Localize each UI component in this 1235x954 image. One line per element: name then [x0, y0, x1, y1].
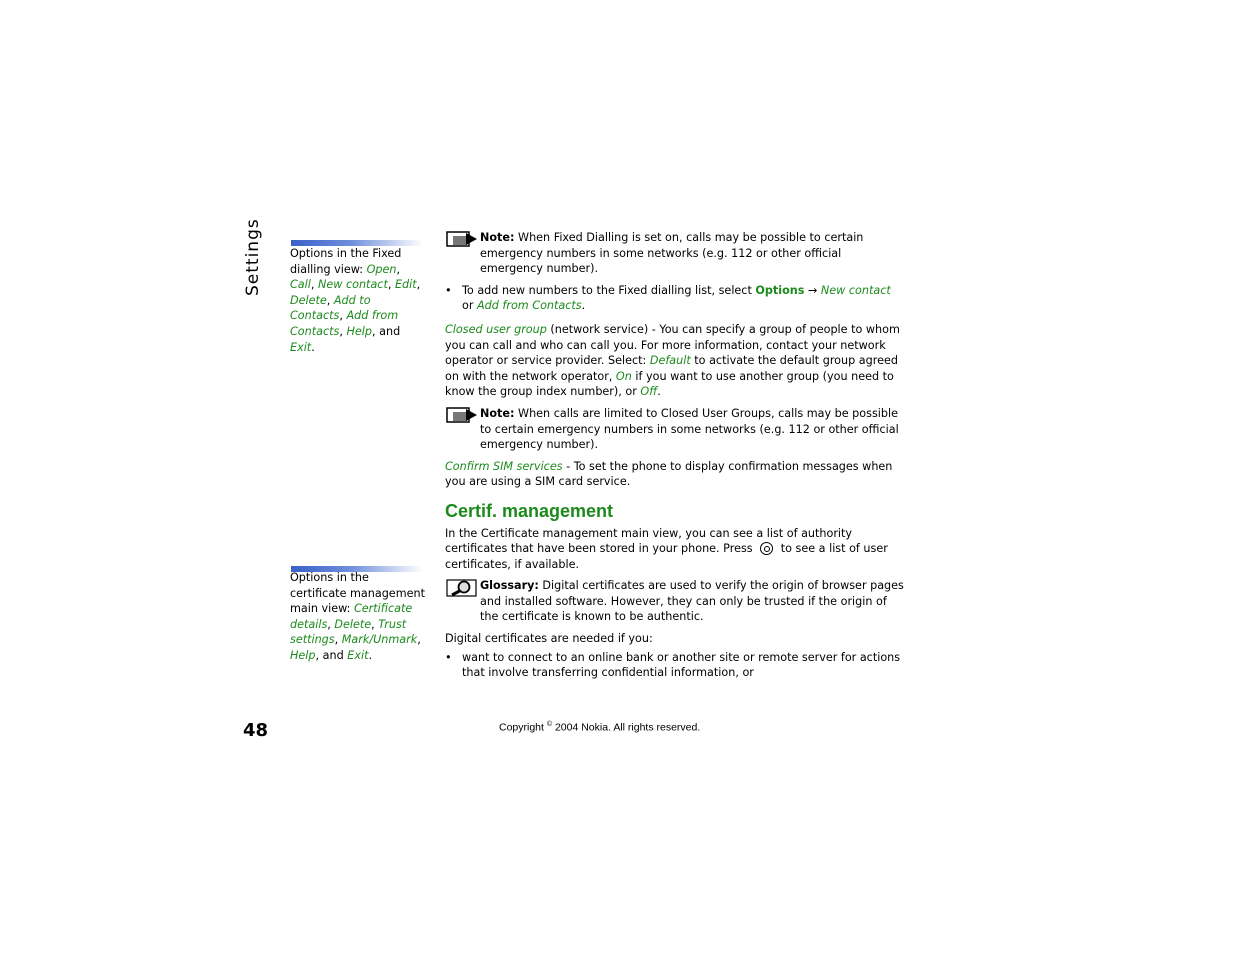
- note-closed-user-groups: [445, 406, 905, 453]
- heading-certif-management: Certif. management: [445, 500, 614, 521]
- page-number: 48: [243, 720, 269, 741]
- paragraph-text: (network service) - You can specify a group of people to whom you can call and who can call you. For more information, contact your network operator or service provider. Select:: [445, 322, 900, 368]
- copyright-prefix: Copyright: [499, 721, 547, 734]
- arrow-glyph: →: [807, 283, 818, 297]
- option-exit: Exit: [347, 648, 369, 662]
- magnifier-icon: [446, 579, 478, 597]
- option-on: On: [615, 369, 632, 383]
- option-default: Default: [649, 354, 691, 368]
- paragraph-needed: Digital certificates are needed if you:: [445, 632, 653, 646]
- paragraph-text: to see a list of user certificates, if available.: [445, 542, 888, 571]
- menu-add-from-contacts: Add from Contacts: [477, 299, 582, 313]
- bullet-add-numbers: • To add new numbers to the Fixed dialling list, select Options → New contact or Add from Contacts.: [445, 283, 905, 314]
- bullet-text: To add new numbers to the Fixed dialling list, select: [462, 283, 756, 297]
- menu-new-contact: New contact: [820, 283, 891, 297]
- sidebar-options-fixed-dialling: Options in the Fixed dialling view: Open, Call, New contact, Edit, Delete, Add to Contacts, Add from Contacts, Help, and Exit.: [290, 247, 421, 354]
- option-edit: Edit: [394, 278, 417, 292]
- note-icon: [446, 407, 478, 423]
- and-word: and: [322, 648, 344, 662]
- menu-options: Options: [755, 283, 805, 297]
- paragraph-text: if you want to use another group (you need to know the group index number), or: [445, 369, 894, 399]
- paragraph-text: to activate the default group agreed on with the network operator,: [445, 354, 898, 383]
- option-new-contact: New contact: [318, 278, 388, 292]
- option-certificate-details: Certificate details: [290, 602, 413, 631]
- note-fixed-dialling: [445, 230, 905, 277]
- glossary-label: Glossary:: [480, 579, 539, 593]
- sidebar-intro: Options in the certificate management main view:: [290, 571, 425, 616]
- option-delete: Delete: [334, 617, 372, 631]
- option-add-to-contacts: Add to Contacts: [290, 293, 371, 323]
- paragraph-certif-intro: [445, 526, 905, 573]
- paragraph-closed-user-group: Closed user group (network service) - You can specify a group of people to whom you can call and who can call you. For more information, contact your network operator or service provider. Select: Default to activate the default group agreed on with the network operator, On if you want to use another group (you need to know the group index number), or Off.: [445, 322, 900, 399]
- option-delete: Delete: [290, 293, 327, 307]
- note-text: When calls are limited to Closed User Groups, calls may be possible to certain emergency numbers in some networks (e.g. 112 or other official emergency number).: [480, 406, 899, 452]
- and-word: and: [379, 324, 401, 338]
- copyright-notice: [499, 721, 700, 734]
- option-help: Help: [346, 324, 372, 338]
- or-word: or: [462, 299, 474, 313]
- note-icon: [446, 231, 478, 247]
- option-call: Call: [290, 278, 311, 292]
- paragraph-text: - To set the phone to display confirmation messages when you are using a SIM card service.: [445, 459, 893, 489]
- option-exit: Exit: [290, 340, 312, 354]
- sidebar-options-certificate: Options in the certificate management main view: Certificate details, Delete, Trust settings, Mark/Unmark, Help, and Exit.: [290, 571, 425, 662]
- term-closed-user-group: Closed user group: [445, 322, 547, 336]
- option-help: Help: [290, 648, 316, 662]
- section-label: Settings: [243, 218, 263, 296]
- sidebar-intro: Options in the Fixed dialling view:: [290, 247, 402, 276]
- joystick-icon: [760, 542, 773, 555]
- bullet-text: want to connect to an online bank or another site or remote server for actions that involve transferring confidential information, or: [462, 650, 901, 680]
- copyright-suffix: 2004 Nokia. All rights reserved.: [552, 721, 701, 734]
- note-text: When Fixed Dialling is set on, calls may be possible to certain emergency numbers in some networks (e.g. 112 or other official emergency number).: [480, 231, 864, 276]
- option-off: Off: [640, 385, 658, 399]
- paragraph-text: In the Certificate management main view, you can see a list of authority certificates that have been stored in your phone. Press: [445, 526, 853, 556]
- note-label: Note:: [480, 231, 515, 244]
- option-add-from-contacts: Add from Contacts: [290, 309, 399, 338]
- main-content: [445, 230, 905, 681]
- paragraph-confirm-sim: [445, 459, 905, 490]
- copyright-symbol: ©: [546, 721, 553, 728]
- option-trust-settings: Trust settings: [290, 617, 407, 647]
- option-mark-unmark: Mark/Unmark: [341, 633, 418, 647]
- option-open: Open: [366, 262, 397, 276]
- glossary-digital-certificates: [445, 578, 905, 625]
- bullet-online-bank: [445, 650, 905, 681]
- note-label: Note:: [480, 406, 515, 420]
- term-confirm-sim-services: Confirm SIM services: [445, 459, 563, 473]
- glossary-text: Digital certificates are used to verify the origin of browser pages and installed software. However, they can only be trusted if the origin of the certificate is known to be authentic.: [480, 579, 904, 624]
